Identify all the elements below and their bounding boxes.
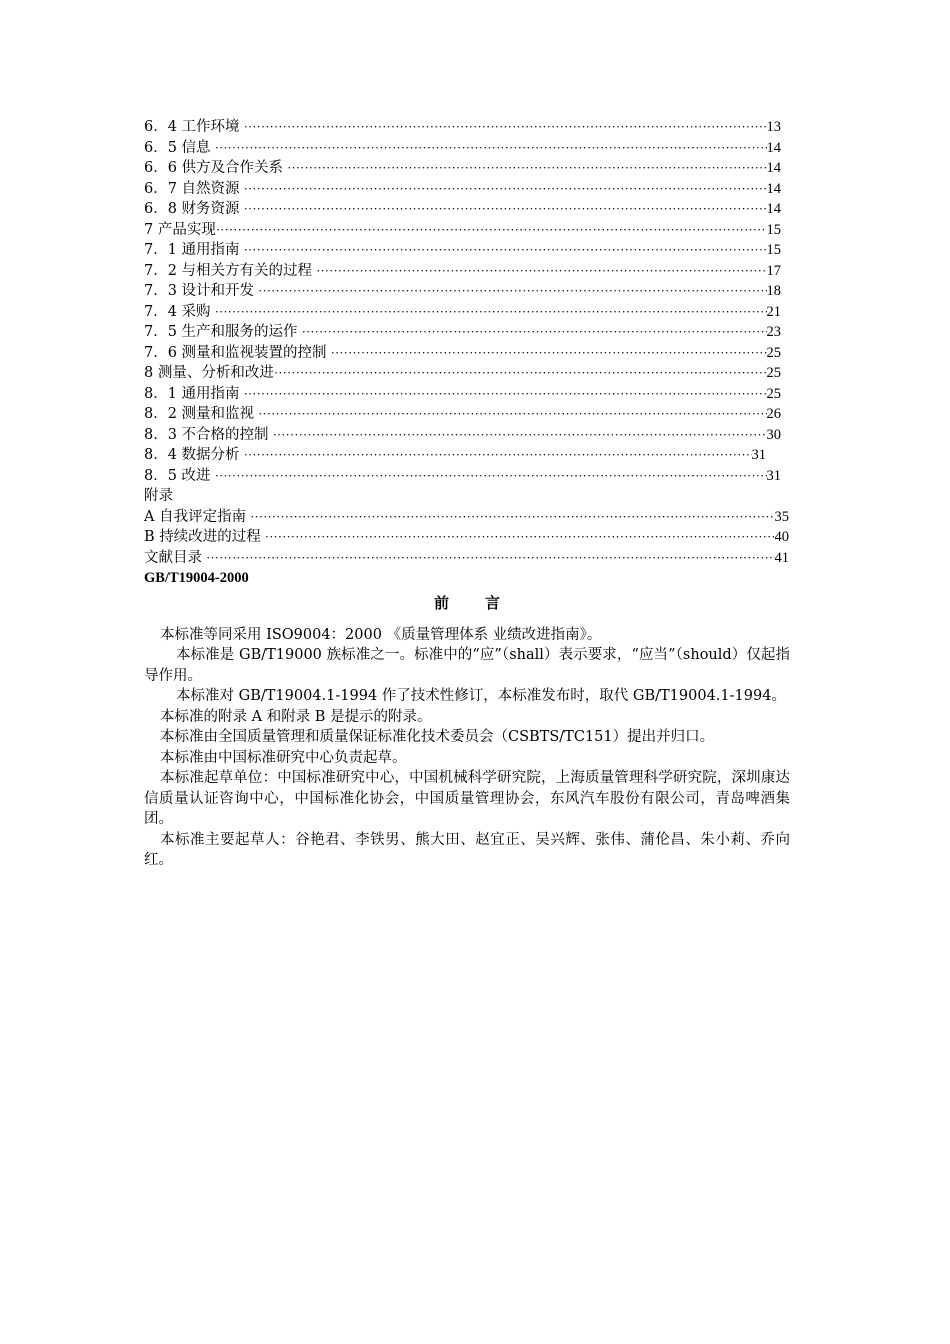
toc-label: 6．4 工作环境 (144, 119, 240, 135)
toc-label: 8 测量、分析和改进 (144, 365, 274, 381)
toc-leader (206, 548, 775, 569)
toc-label: 6．6 供方及合作关系 (144, 160, 284, 176)
toc-leader (244, 445, 752, 466)
toc-label: 7．6 测量和监视装置的控制 (144, 344, 327, 361)
toc-entry[interactable] (144, 158, 781, 179)
toc-label: 7．5 生产和服务的运作 (144, 324, 298, 340)
toc-entry[interactable] (144, 466, 781, 487)
toc-entry[interactable] (144, 404, 781, 425)
toc-label: 8．5 改进 (144, 467, 211, 484)
preface-title: 前言 (433, 593, 536, 612)
toc-entry[interactable] (144, 138, 781, 159)
toc-page-number: 14 (766, 160, 781, 176)
toc-label: 文献目录 (144, 549, 202, 566)
document-page (144, 117, 790, 871)
toc-label: 7．1 通用指南 (144, 242, 240, 258)
preface-paragraph: 本标准对 GB/T19004.1-1994 作了技术性修订，本标准发布时，取代 GB/T19004.1-1994。 (176, 688, 786, 704)
toc-label: 8．1 通用指南 (144, 385, 240, 402)
toc-entry[interactable] (144, 384, 781, 405)
toc-label: B 持续改进的过程 (144, 529, 261, 545)
toc-leader (216, 220, 767, 241)
appendix-heading: 附录 (144, 488, 173, 504)
toc-page-number: 31 (766, 467, 781, 484)
toc-entry[interactable] (144, 507, 789, 528)
toc-leader (287, 158, 766, 179)
toc-page-number: 25 (766, 365, 781, 381)
preface-body (144, 625, 790, 871)
toc-entry[interactable] (144, 445, 766, 466)
toc-entry[interactable] (144, 322, 781, 343)
toc-leader (250, 507, 774, 528)
toc-entry[interactable] (144, 179, 781, 200)
preface-paragraph: 本标准由中国标准研究中心负责起草。 (160, 749, 407, 766)
toc-label: 7 产品实现 (144, 221, 216, 238)
toc-page-number: 40 (774, 529, 789, 545)
toc-label: 6．5 信息 (144, 139, 211, 156)
toc-leader (316, 261, 766, 282)
table-of-contents (144, 117, 790, 568)
preface-paragraph: 本标准由全国质量管理和质量保证标准化技术委员会（CSBTS/TC151）提出并归口。 (160, 729, 715, 745)
toc-page-number: 14 (766, 180, 781, 197)
toc-leader (258, 281, 766, 302)
toc-leader (215, 466, 767, 487)
toc-page-number: 21 (766, 303, 781, 320)
toc-page-number: 25 (766, 385, 781, 402)
toc-leader (302, 322, 767, 343)
toc-label: 7．4 采购 (144, 303, 211, 320)
toc-page-number: 15 (766, 221, 781, 238)
toc-leader (215, 138, 767, 159)
toc-leader (244, 240, 767, 261)
toc-leader (258, 404, 766, 425)
toc-leader (244, 199, 767, 220)
toc-page-number: 15 (766, 242, 781, 258)
toc-leader (244, 117, 767, 138)
toc-entry[interactable] (144, 343, 781, 364)
toc-page-number: 30 (766, 426, 781, 443)
standard-id: GB/T19004-2000 (144, 570, 249, 586)
toc-entry[interactable] (144, 302, 781, 323)
toc-label: 8．4 数据分析 (144, 447, 240, 463)
toc-page-number: 35 (774, 508, 789, 525)
toc-entry[interactable] (144, 240, 781, 261)
toc-entry[interactable] (144, 220, 781, 241)
toc-leader (331, 343, 767, 364)
toc-label: A 自我评定指南 (144, 508, 247, 525)
toc-page-number: 14 (766, 139, 781, 156)
toc-leader (273, 425, 767, 446)
toc-page-number: 41 (774, 549, 789, 566)
toc-label: 6．7 自然资源 (144, 180, 240, 197)
toc-entry[interactable] (144, 425, 781, 446)
preface-paragraph: 本标准起草单位：中国标准研究中心，中国机械科学研究院，上海质量管理科学研究院，深圳康达信质量认证咨询中心，中国标准化协会，中国质量管理协会，东风汽车股份有限公司，青岛啤酒集团。 (144, 770, 790, 827)
toc-entry[interactable] (144, 117, 781, 138)
preface-paragraph: 本标准主要起草人：谷艳君、李铁男、熊大田、赵宜正、吴兴辉、张伟、蒲伦昌、朱小莉、乔向红。 (144, 831, 790, 868)
preface-paragraph: 本标准的附录 A 和附录 B 是提示的附录。 (160, 708, 432, 725)
toc-leader (215, 302, 767, 323)
toc-label: 7．2 与相关方有关的过程 (144, 262, 313, 279)
toc-label: 6．8 财务资源 (144, 201, 240, 217)
toc-page-number: 31 (751, 447, 766, 463)
toc-leader (274, 363, 767, 384)
toc-entry[interactable] (144, 548, 789, 569)
toc-leader (244, 384, 767, 405)
preface-paragraph: 本标准等同采用 ISO9004：2000 《质量管理体系 业绩改进指南》。 (160, 626, 602, 643)
toc-page-number: 13 (766, 119, 781, 135)
toc-entry[interactable] (144, 527, 789, 548)
toc-label: 8．2 测量和监视 (144, 406, 255, 422)
toc-leader (265, 527, 775, 548)
preface-paragraph: 本标准是 GB/T19000 族标准之一。标准中的“应”（shall）表示要求，“应当”（should）仅起指导作用。 (144, 647, 790, 684)
toc-leader (244, 179, 767, 200)
toc-page-number: 17 (766, 262, 781, 279)
toc-entry[interactable] (144, 281, 781, 302)
toc-label: 7．3 设计和开发 (144, 283, 255, 299)
toc-page-number: 23 (766, 324, 781, 340)
toc-entry[interactable] (144, 363, 781, 384)
toc-page-number: 18 (766, 283, 781, 299)
toc-entry[interactable] (144, 199, 781, 220)
toc-page-number: 25 (766, 344, 781, 361)
toc-entry[interactable] (144, 261, 781, 282)
toc-label: 8．3 不合格的控制 (144, 426, 269, 443)
toc-page-number: 14 (766, 201, 781, 217)
toc-page-number: 26 (766, 406, 781, 422)
